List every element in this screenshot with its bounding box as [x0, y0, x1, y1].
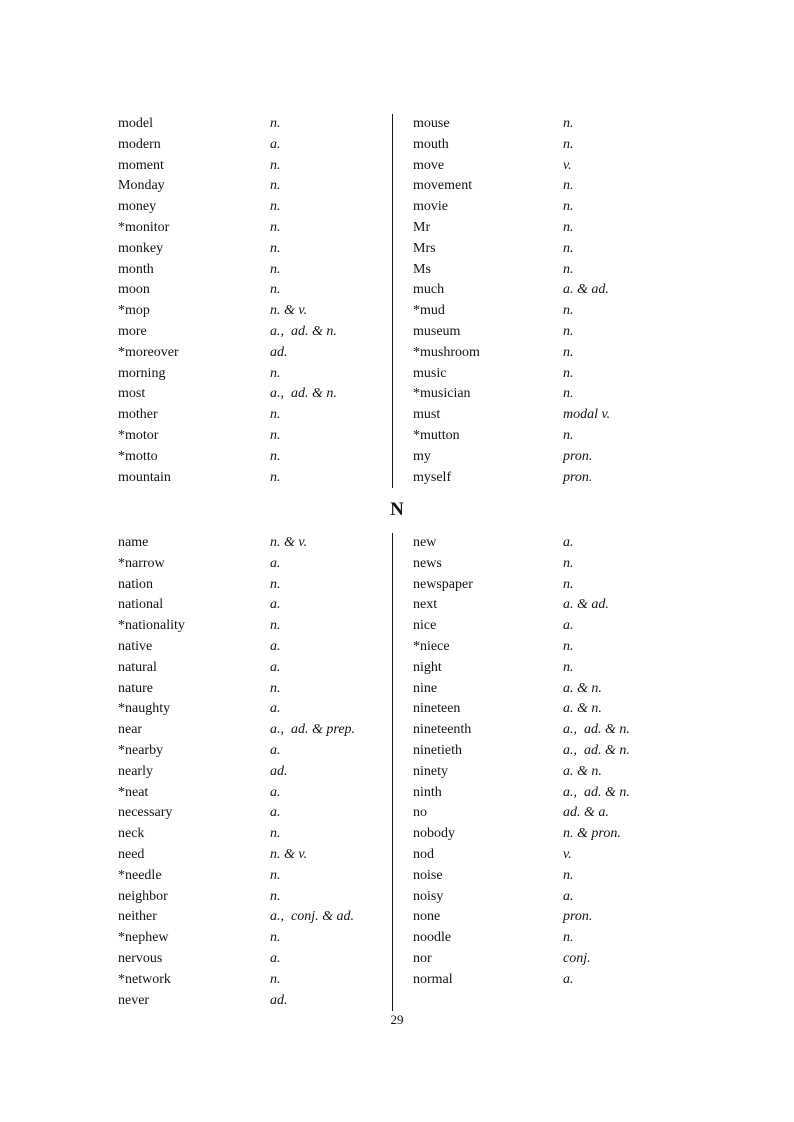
section-heading-n: N [390, 499, 404, 520]
entry-pos: n. [563, 576, 574, 592]
entry-row [413, 114, 753, 135]
entry-row [118, 554, 392, 575]
entry-word: *neat [118, 784, 149, 800]
entry-pos: n. [563, 344, 574, 360]
entry-word: monkey [118, 240, 164, 256]
entry-row [118, 364, 392, 385]
entry-word: must [413, 407, 441, 423]
entry-pos: n. [270, 576, 281, 592]
entry-row [413, 447, 753, 468]
entry-row [118, 741, 392, 762]
entry-word: nation [118, 576, 153, 592]
entry-word: news [413, 555, 442, 571]
entry-word: mountain [118, 469, 171, 485]
entry-row [413, 741, 753, 762]
entry-pos: pron. [563, 448, 593, 464]
entry-word: night [413, 659, 442, 675]
entry-word: ninth [413, 784, 442, 800]
entry-word: nine [413, 680, 438, 696]
entry-pos: n. [563, 638, 574, 654]
entry-pos: pron. [563, 469, 593, 485]
entry-pos: a. [270, 659, 281, 675]
entry-pos: n. [563, 116, 574, 131]
entry-word: nor [413, 950, 432, 966]
entry-word: mouse [413, 116, 450, 131]
entry-word: mother [118, 407, 158, 423]
entry-row [413, 197, 753, 218]
entry-pos: n. [270, 116, 281, 131]
entry-word: none [413, 909, 441, 925]
entry-row [118, 637, 392, 658]
entry-row [118, 197, 392, 218]
entry-row [118, 783, 392, 804]
entry-row [118, 426, 392, 447]
entry-pos: n. [270, 971, 281, 987]
entry-pos: a. [270, 597, 281, 613]
entry-pos: n. [270, 427, 281, 443]
entry-row [118, 595, 392, 616]
entry-row [413, 803, 753, 824]
entry-pos: n. & pron. [563, 826, 621, 842]
entry-pos: n. [563, 365, 574, 381]
entry-word: next [413, 597, 438, 613]
entry-row [413, 866, 753, 887]
entry-row [413, 928, 753, 949]
entry-row [413, 384, 753, 405]
entry-row [118, 887, 392, 908]
entry-row [118, 699, 392, 720]
entry-row [118, 322, 392, 343]
entry-pos: a. & n. [563, 680, 602, 696]
entry-row [413, 720, 753, 741]
entry-row [118, 762, 392, 783]
m-right-column [393, 114, 753, 488]
entry-row [118, 447, 392, 468]
entry-row [118, 845, 392, 866]
entry-row [118, 218, 392, 239]
entry-pos: a., ad. & prep. [270, 722, 356, 738]
entry-pos: n. [270, 240, 281, 256]
entry-pos: ad. [270, 344, 288, 360]
entry-word: *mushroom [413, 344, 480, 360]
entry-pos: n. [270, 680, 281, 696]
entry-word: *needle [118, 867, 162, 883]
entry-pos: n. [270, 178, 281, 194]
entry-pos: a., ad. & n. [563, 784, 630, 800]
entry-row [413, 176, 753, 197]
entry-word: nature [118, 680, 153, 696]
entry-pos: n. [563, 659, 574, 675]
entry-word: myself [413, 469, 452, 485]
entry-word: *motor [118, 427, 159, 443]
entry-row [118, 280, 392, 301]
entry-pos: n. [270, 867, 281, 883]
entry-word: money [118, 199, 157, 215]
entry-pos: n. & v. [270, 535, 308, 550]
entry-word: moment [118, 157, 164, 173]
entry-word: near [118, 722, 143, 738]
entry-pos: n. [563, 136, 574, 152]
entry-pos: a. & n. [563, 763, 602, 779]
entry-pos: n. [563, 199, 574, 215]
entry-word: most [118, 386, 146, 402]
entry-word: modern [118, 136, 161, 152]
entry-pos: n. [563, 303, 574, 319]
entry-row [118, 991, 392, 1012]
entry-word: morning [118, 365, 166, 381]
entry-pos: v. [563, 157, 572, 173]
entry-word: *moreover [118, 344, 179, 360]
entry-row [118, 176, 392, 197]
entry-word: Mrs [413, 240, 436, 256]
entry-word: newspaper [413, 576, 473, 592]
entry-row [413, 637, 753, 658]
entry-row [413, 783, 753, 804]
entry-word: *musician [413, 386, 471, 402]
entry-word: nineteen [413, 701, 461, 717]
entry-word: Mr [413, 219, 431, 235]
entry-pos: n. [270, 199, 281, 215]
entry-pos: n. [270, 618, 281, 634]
entry-word: *mud [413, 303, 445, 319]
entry-word: *nephew [118, 930, 169, 946]
entry-row [413, 679, 753, 700]
entry-row [413, 218, 753, 239]
entry-pos: ad. & a. [563, 805, 609, 821]
entry-row [413, 405, 753, 426]
entry-pos: a. [563, 618, 574, 634]
entry-row [413, 239, 753, 260]
n-left-column [118, 533, 393, 1011]
entry-word: no [413, 805, 427, 821]
entry-pos: n. [563, 427, 574, 443]
entry-row [413, 533, 753, 554]
entry-pos: a. [270, 136, 281, 152]
entry-word: my [413, 448, 431, 464]
entry-row [413, 322, 753, 343]
entry-pos: n. [563, 555, 574, 571]
entry-word: movement [413, 178, 473, 194]
entry-row [118, 949, 392, 970]
entry-row [118, 907, 392, 928]
entry-row [413, 156, 753, 177]
entry-word: *nationality [118, 618, 185, 634]
entry-pos: n. [270, 365, 281, 381]
entry-word: *mutton [413, 427, 460, 443]
entry-pos: n. [270, 888, 281, 904]
entry-word: noodle [413, 930, 452, 946]
entry-pos: modal v. [563, 407, 611, 423]
entry-word: necessary [118, 805, 173, 821]
entry-word: neighbor [118, 888, 168, 904]
entry-row [413, 426, 753, 447]
entry-row [118, 343, 392, 364]
entry-row [118, 114, 392, 135]
entry-row [118, 970, 392, 991]
entry-word: nice [413, 618, 437, 634]
entry-pos: a. [563, 888, 574, 904]
entry-word: *narrow [118, 555, 165, 571]
entry-pos: n. & v. [270, 846, 308, 862]
entry-row [118, 301, 392, 322]
entry-word: *mop [118, 303, 150, 319]
entry-pos: a. [270, 784, 281, 800]
entry-word: noise [413, 867, 443, 883]
entry-row [413, 135, 753, 156]
entry-word: *motto [118, 448, 158, 464]
entry-row [118, 135, 392, 156]
entry-row [118, 928, 392, 949]
entry-pos: n. [563, 219, 574, 235]
entry-pos: v. [563, 846, 572, 862]
entry-pos: n. [270, 157, 281, 173]
entry-row [413, 595, 753, 616]
entry-word: move [413, 157, 445, 173]
entry-row [118, 658, 392, 679]
entry-pos: n. [563, 323, 574, 339]
entry-pos: n. [270, 407, 281, 423]
entry-pos: ad. [270, 992, 288, 1008]
entry-row [413, 301, 753, 322]
entry-word: name [118, 535, 149, 550]
entry-pos: a., ad. & n. [270, 386, 337, 402]
entry-row [413, 616, 753, 637]
entry-word: music [413, 365, 447, 381]
entry-word: much [413, 282, 445, 298]
entry-word: Monday [118, 178, 165, 194]
entry-pos: n. [563, 386, 574, 402]
entry-word: *nearby [118, 742, 164, 758]
entry-row [118, 533, 392, 554]
entry-pos: pron. [563, 909, 593, 925]
entry-row [118, 260, 392, 281]
entry-row [118, 679, 392, 700]
entry-word: ninety [413, 763, 448, 779]
entry-pos: conj. [563, 950, 591, 966]
entry-row [118, 384, 392, 405]
entry-word: new [413, 535, 437, 550]
entry-row [413, 343, 753, 364]
entry-word: model [118, 116, 153, 131]
entry-word: ninetieth [413, 742, 462, 758]
entry-pos: n. [270, 261, 281, 277]
entry-row [413, 907, 753, 928]
entry-pos: a. [563, 971, 574, 987]
entry-word: noisy [413, 888, 444, 904]
entry-pos: a. [270, 805, 281, 821]
entry-row [413, 280, 753, 301]
m-left-column [118, 114, 393, 488]
entry-pos: ad. [270, 763, 288, 779]
entry-row [413, 554, 753, 575]
entry-word: more [118, 323, 147, 339]
entry-row [413, 468, 753, 489]
entry-word: movie [413, 199, 448, 215]
entry-row [118, 239, 392, 260]
entry-pos: a., ad. & n. [270, 323, 337, 339]
entry-word: native [118, 638, 153, 654]
entry-word: national [118, 597, 164, 613]
entry-row [413, 887, 753, 908]
entry-word: Ms [413, 261, 431, 277]
entry-pos: a. & ad. [563, 282, 609, 298]
entry-pos: a. [270, 950, 281, 966]
entry-word: month [118, 261, 154, 277]
entry-word: *niece [413, 638, 450, 654]
entry-pos: n. [270, 448, 281, 464]
entry-pos: n. [270, 826, 281, 842]
entry-row [413, 762, 753, 783]
entry-word: nineteenth [413, 722, 472, 738]
entry-word: *network [118, 971, 171, 987]
entry-row [413, 949, 753, 970]
entry-word: neither [118, 909, 157, 925]
entry-row [118, 405, 392, 426]
entry-word: nobody [413, 826, 455, 842]
entry-row [118, 156, 392, 177]
entry-pos: n. [563, 867, 574, 883]
entry-row [413, 260, 753, 281]
entry-word: nod [413, 846, 434, 862]
entry-row [118, 866, 392, 887]
entry-row [413, 824, 753, 845]
page-number: 29 [390, 1012, 404, 1027]
entry-word: mouth [413, 136, 449, 152]
entry-row [413, 658, 753, 679]
entry-pos: n. [270, 930, 281, 946]
entry-row [118, 803, 392, 824]
entry-pos: n. & v. [270, 303, 308, 319]
entry-pos: a., ad. & n. [563, 722, 630, 738]
entry-row [118, 720, 392, 741]
entry-pos: a. [563, 535, 574, 550]
entry-pos: n. [270, 219, 281, 235]
entry-word: nearly [118, 763, 153, 779]
entry-pos: n. [270, 469, 281, 485]
entry-row [413, 845, 753, 866]
entry-pos: a. [270, 638, 281, 654]
entry-pos: a. & n. [563, 701, 602, 717]
entry-word: *monitor [118, 219, 170, 235]
entry-word: neck [118, 826, 145, 842]
entry-word: moon [118, 282, 150, 298]
entry-word: nervous [118, 950, 163, 966]
entry-word: *naughty [118, 701, 171, 717]
entry-pos: n. [563, 240, 574, 256]
entry-pos: a., ad. & n. [563, 742, 630, 758]
entry-word: need [118, 846, 145, 862]
entry-pos: n. [563, 930, 574, 946]
entry-row [118, 575, 392, 596]
entry-row [118, 616, 392, 637]
entry-pos: n. [563, 178, 574, 194]
section-m-continued [0, 114, 753, 488]
entry-word: museum [413, 323, 461, 339]
entry-pos: n. [563, 261, 574, 277]
entry-row [413, 970, 753, 991]
entry-pos: a. & ad. [563, 597, 609, 613]
entry-row [118, 468, 392, 489]
n-right-column [393, 533, 753, 991]
entry-pos: a., conj. & ad. [270, 909, 354, 925]
section-n [0, 533, 753, 1011]
entry-row [413, 575, 753, 596]
entry-row [413, 364, 753, 385]
entry-word: normal [413, 971, 453, 987]
entry-row [413, 699, 753, 720]
entry-pos: a. [270, 555, 281, 571]
entry-row [118, 824, 392, 845]
entry-pos: a. [270, 742, 281, 758]
entry-word: never [118, 992, 150, 1008]
entry-pos: n. [270, 282, 281, 298]
entry-pos: a. [270, 701, 281, 717]
entry-word: natural [118, 659, 157, 675]
